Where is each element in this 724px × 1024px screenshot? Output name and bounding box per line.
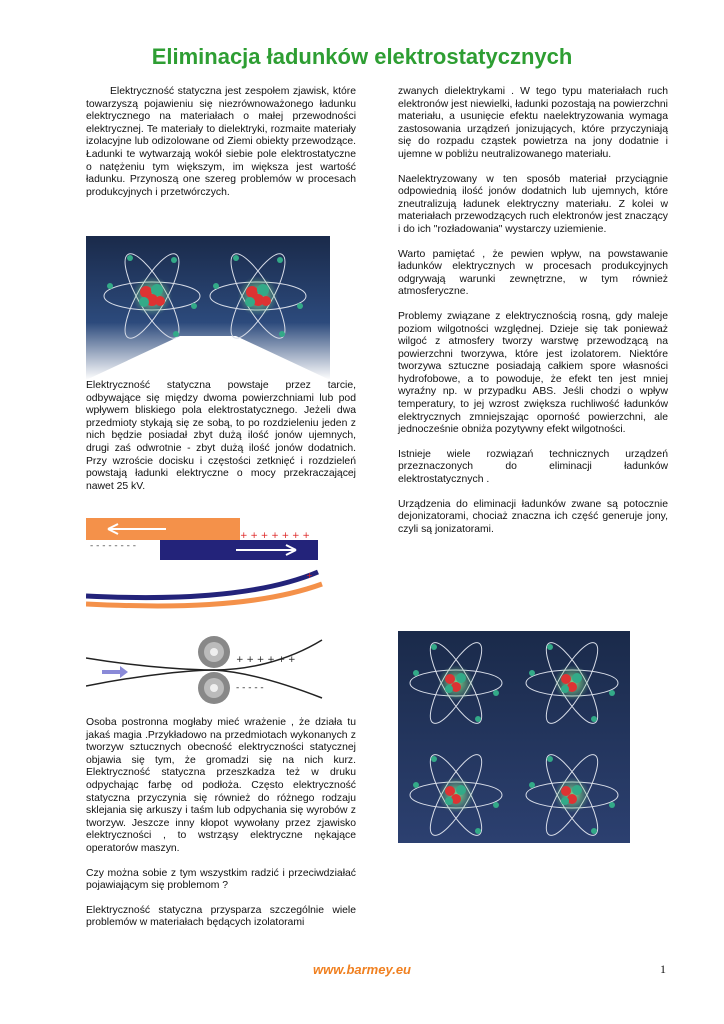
- paragraph: Urządzenia do eliminacji ładunków zwane są potocznie dejonizatorami, chociaż znaczna ich część generuje jony, czyli są jonizatorami.: [398, 498, 668, 535]
- paragraph: Czy można sobie z tym wszystkim radzić i przeciwdziałać pojawiającym się problemom ?: [86, 867, 356, 892]
- friction-diagram: [86, 512, 332, 712]
- svg-text:+: +: [306, 571, 313, 580]
- atoms-figure-bottom: [398, 631, 630, 843]
- right-column: [398, 86, 668, 548]
- paragraph: Elektryczność statyczna powstaje przez tarcie, odbywające się między dwoma powierzchniami lub pod wpływem bliskiego pola elektrostatycznego. Jeżeli dwa przedmioty stykają się ze sobą, to po rozdzieleniu jeden z nich będzie posiadał zbyt dużą ilość jonów ujemnych, drugi zaś odwrotnie - zbyt dużą ilość jonów dodatnich. Przy wzroście docisku i częstości zetknięć i rozdzieleń powstają ładunki elektryczne o mocy przekraczającej nawet 25 kV.: [86, 380, 356, 492]
- page-number: 1: [660, 962, 666, 976]
- paragraph: Elektryczność statyczna jest zespołem zjawisk, które towarzyszą pojawieniu się niezrównoważonego ładunku elektrycznego na materiałach o małej przewodności elektrycznej. Te materiały to dielektryki, rozmaite materiały izolacyjne lub odizolowane od Ziemi obiekty przewodzące. Ładunki te wytwarzają wokół siebie pole elektrostatyczne o natężeniu tym większym, im większa jest wartość ładunku. Przynoszą one szereg problemów w procesach produkcyjnych i przetwórczych.: [86, 86, 356, 198]
- svg-text:+ + + + + +: + + + + + +: [236, 655, 296, 665]
- atoms-figure-top: [86, 236, 330, 380]
- svg-text:- - - - -: - - - - -: [236, 683, 264, 693]
- svg-text:- - - - - - - -: - - - - - - - -: [90, 541, 137, 551]
- paragraph: Osoba postronna mogłaby mieć wrażenie , że działa tu jakaś magia .Przykładowo na przedmiotach wykonanych z tworzyw sztucznych obecność elektryczności statycznej objawia się tym, że gromadzi się na nich kurz. Elektryczność statyczna przeszkadza też w druku odpychając farbę od podłoża. Często elektryczność statyczna przyczynia się również do różnego rodzaju sklejania się arkuszy i taśm lub odpychania się wyrobów z tworzyw. Jeszcze inny kłopot wywołany przez zjawisko elektryczności , to wstrząsy elektryczne nękające operatorów maszyn.: [86, 717, 356, 854]
- footer-link[interactable]: www.barmey.eu: [312, 962, 411, 977]
- paragraph: Naelektryzowany w ten sposób materiał przyciągnie odpowiednią ilość jonów dodatnich lub ujemnych, które zneutralizują ładunek elektryczny materiału. Z kolei w materiałach przewodzących ruch elektronów jest znaczący i do ich "rozładowania" wystarczy uziemienie.: [398, 173, 668, 235]
- page-title: Eliminacja ładunków elektrostatycznych: [151, 44, 573, 69]
- paragraph: zwanych dielektrykami . W tego typu materiałach ruch elektronów jest niewielki, ładunki pozostają na powierzchni materiału, a usunięcie efektu naelektryzowania wymaga zastosowania urządzeń jonizujących, które przyczyniają się do rozpadu cząstek powietrza na jony dodatnie i ujemne w pobliżu neutralizowanego materiału.: [398, 86, 668, 160]
- left-column-bottom: [86, 717, 356, 942]
- paragraph: Istnieje wiele rozwiązań technicznych urządzeń przeznaczonych do eliminacji ładunków elektrostatycznych .: [398, 448, 668, 486]
- svg-text:+ + + + + + +: + + + + + + +: [240, 531, 310, 541]
- left-column-middle: [86, 380, 356, 505]
- left-column-top: [86, 86, 356, 211]
- paragraph: Problemy związane z elektrycznością rosną, gdy maleje poziom wilgotności względnej. Dzieje się tak ponieważ wilgoć z atmosfery tworzy warstwę przewodzącą na powierzchni tworzywa, które jest izolatorem. Niektóre tworzywa sztuczne posiadają całkiem spore własności hydrofobowe, a to powoduje, że efekt ten jest mniej wyraźny np. w przypadku ABS. Jeśli chodzi o wpływ temperatury, to jej wzrost zwiększa ruchliwość ładunków elektrycznych zmniejszając oporność powierzchni, ale jednocześnie obniża pozytywny efekt wilgotności.: [398, 310, 668, 436]
- paragraph: Elektryczność statyczna przysparza szczególnie wiele problemów w materiałach będących izolatorami: [86, 904, 356, 929]
- paragraph: Warto pamiętać , że pewien wpływ, na powstawanie ładunków elektrycznych w procesach produkcyjnych odgrywają warunki zewnętrzne, w tym również atmosferyczne.: [398, 248, 668, 298]
